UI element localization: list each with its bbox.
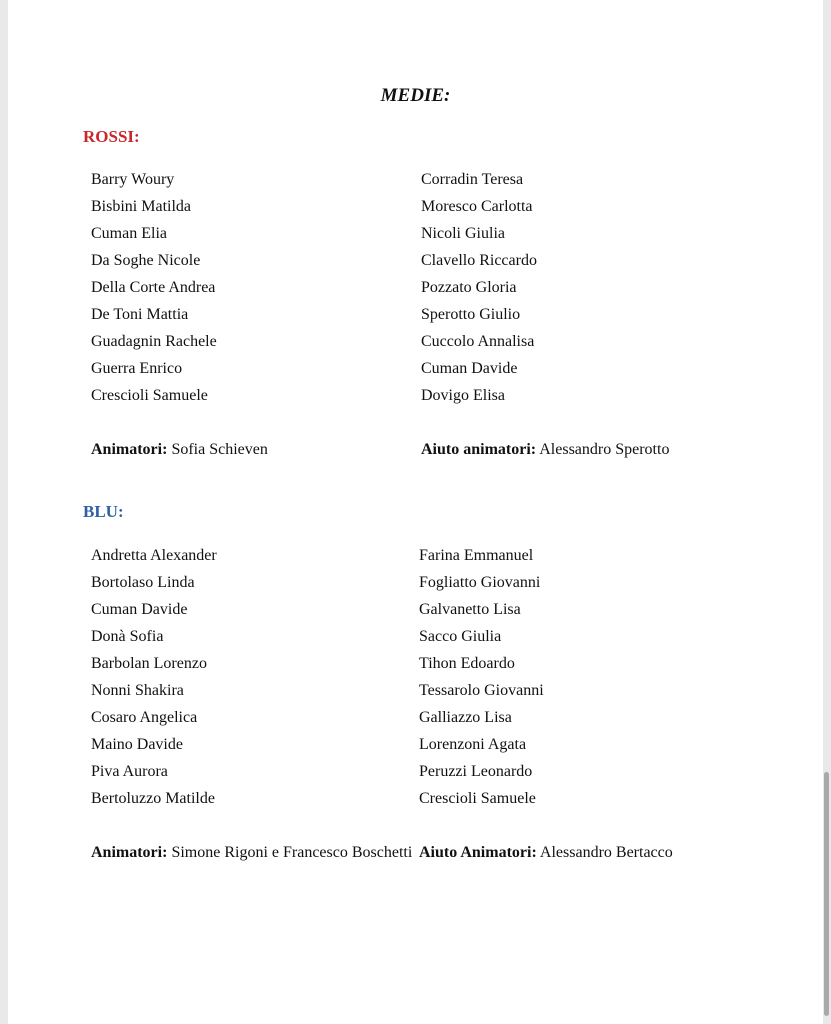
list-item: Crescioli Samuele <box>419 790 536 807</box>
list-item: Bertoluzzo Matilde <box>91 790 215 807</box>
document-page <box>8 0 823 1024</box>
list-item: Tihon Edoardo <box>419 655 515 672</box>
animatori-label: Animatori: <box>91 844 168 861</box>
blu-animatori <box>91 843 416 862</box>
list-item: Cuman Davide <box>91 601 188 618</box>
list-item: Galliazzo Lisa <box>419 709 512 726</box>
aiuto-animatori-names: Alessandro Bertacco <box>539 844 673 861</box>
vertical-scrollbar[interactable] <box>824 772 829 1016</box>
blu-list-left <box>91 542 217 812</box>
list-item: Crescioli Samuele <box>91 387 208 404</box>
list-item: Dovigo Elisa <box>421 387 505 404</box>
rossi-list-left <box>91 166 217 409</box>
animatori-label: Animatori: <box>91 441 168 458</box>
section-title-blu: BLU: <box>83 502 124 521</box>
blu-list-right <box>419 542 544 812</box>
list-item: Donà Sofia <box>91 628 164 645</box>
list-item: Guerra Enrico <box>91 360 183 377</box>
aiuto-animatori-label: Aiuto animatori: <box>421 441 537 458</box>
list-item: Sacco Giulia <box>419 628 502 645</box>
list-item: Barry Woury <box>91 171 175 188</box>
list-item: Cosaro Angelica <box>91 709 198 726</box>
list-item: Bisbini Matilda <box>91 198 191 215</box>
blu-aiuto-animatori <box>419 843 809 862</box>
list-item: Cuccolo Annalisa <box>421 333 535 350</box>
list-item: Fogliatto Giovanni <box>419 574 541 591</box>
animatori-names: Sofia Schieven <box>171 441 268 458</box>
list-item: Andretta Alexander <box>91 547 217 564</box>
section-title-rossi: ROSSI: <box>83 127 140 146</box>
list-item: Maino Davide <box>91 736 183 753</box>
aiuto-animatori-label: Aiuto Animatori: <box>419 844 537 861</box>
list-item: De Toni Mattia <box>91 306 189 323</box>
list-item: Cuman Elia <box>91 225 167 242</box>
page-title: MEDIE: <box>380 85 451 106</box>
list-item: Della Corte Andrea <box>91 279 216 296</box>
list-item: Lorenzoni Agata <box>419 736 527 753</box>
aiuto-animatori-names: Alessandro Sperotto <box>539 441 670 458</box>
list-item: Nicoli Giulia <box>421 225 505 242</box>
list-item: Nonni Shakira <box>91 682 184 699</box>
list-item: Clavello Riccardo <box>421 252 537 269</box>
list-item: Bortolaso Linda <box>91 574 195 591</box>
rossi-list-right <box>421 166 537 409</box>
list-item: Farina Emmanuel <box>419 547 534 564</box>
list-item: Peruzzi Leonardo <box>419 763 533 780</box>
list-item: Pozzato Gloria <box>421 279 517 296</box>
list-item: Cuman Davide <box>421 360 518 377</box>
rossi-aiuto-animatori <box>421 440 801 459</box>
list-item: Galvanetto Lisa <box>419 601 521 618</box>
animatori-names: Simone Rigoni e Francesco Boschetti <box>171 844 413 861</box>
list-item: Guadagnin Rachele <box>91 333 217 350</box>
list-item: Corradin Teresa <box>421 171 524 188</box>
list-item: Tessarolo Giovanni <box>419 682 544 699</box>
list-item: Barbolan Lorenzo <box>91 655 207 672</box>
rossi-animatori <box>91 440 411 459</box>
list-item: Da Soghe Nicole <box>91 252 201 269</box>
list-item: Sperotto Giulio <box>421 306 521 323</box>
list-item: Moresco Carlotta <box>421 198 533 215</box>
list-item: Piva Aurora <box>91 763 168 780</box>
